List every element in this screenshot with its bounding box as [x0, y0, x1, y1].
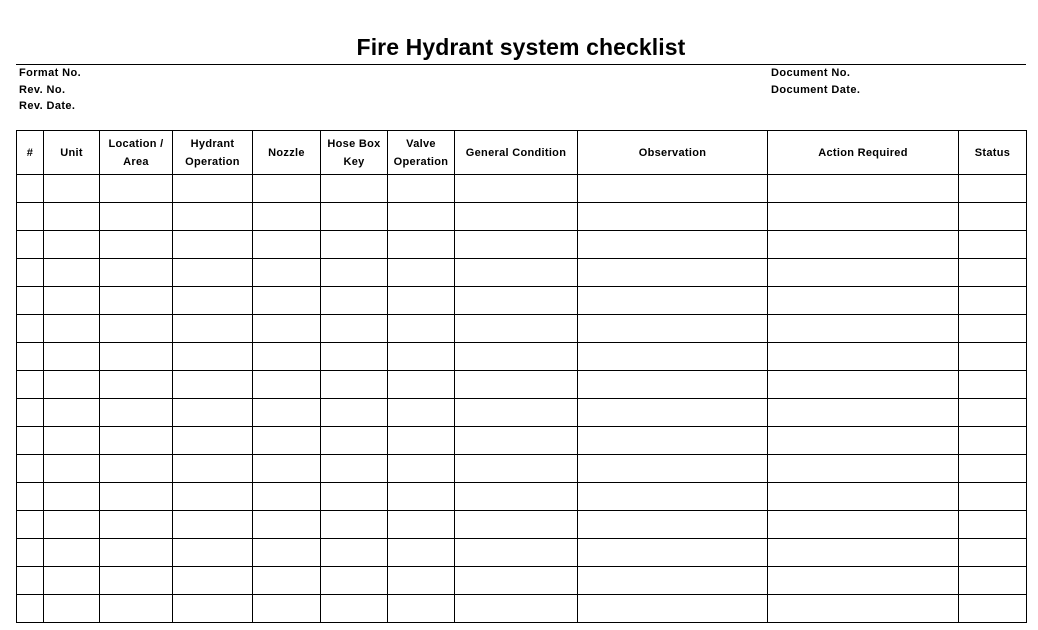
column-header-label: Nozzle [268, 146, 305, 159]
table-cell-number[interactable] [17, 455, 44, 483]
table-cell-number[interactable] [17, 203, 44, 231]
column-header-label: Area [123, 155, 149, 168]
table-cell-location[interactable] [100, 203, 173, 231]
table-cell-unit[interactable] [44, 483, 100, 511]
table-cell-number[interactable] [17, 315, 44, 343]
table-cell-hose-box-key[interactable] [321, 427, 388, 455]
column-header-nozzle [253, 131, 321, 175]
table-cell-observation[interactable] [578, 175, 768, 203]
table-cell-hydrant-operation[interactable] [173, 343, 253, 371]
table-cell-nozzle[interactable] [253, 511, 321, 539]
table-cell-valve-operation[interactable] [388, 203, 455, 231]
table-cell-number[interactable] [17, 399, 44, 427]
table-cell-nozzle[interactable] [253, 399, 321, 427]
table-cell-hose-box-key[interactable] [321, 567, 388, 595]
table-cell-hydrant-operation[interactable] [173, 371, 253, 399]
table-cell-unit[interactable] [44, 231, 100, 259]
table-cell-unit[interactable] [44, 315, 100, 343]
table-cell-unit[interactable] [44, 427, 100, 455]
table-cell-action-required[interactable] [768, 175, 959, 203]
column-header-label: General Condition [465, 146, 567, 159]
table-cell-observation[interactable] [578, 455, 768, 483]
table-row [17, 203, 1027, 231]
table-cell-number[interactable] [17, 231, 44, 259]
table-cell-hose-box-key[interactable] [321, 455, 388, 483]
table-cell-observation[interactable] [578, 343, 768, 371]
table-cell-observation[interactable] [578, 399, 768, 427]
table-cell-location[interactable] [100, 595, 173, 623]
table-cell-number[interactable] [17, 595, 44, 623]
table-cell-observation[interactable] [578, 483, 768, 511]
table-cell-unit[interactable] [44, 567, 100, 595]
table-cell-general-condition[interactable] [455, 203, 578, 231]
table-cell-location[interactable] [100, 259, 173, 287]
column-header-location [100, 131, 173, 175]
table-cell-general-condition[interactable] [455, 231, 578, 259]
table-cell-status[interactable] [959, 175, 1027, 203]
table-cell-unit[interactable] [44, 539, 100, 567]
table-row [17, 315, 1027, 343]
column-header-label: Unit [60, 146, 83, 159]
table-cell-general-condition[interactable] [455, 371, 578, 399]
table-cell-action-required[interactable] [768, 315, 959, 343]
table-cell-unit[interactable] [44, 259, 100, 287]
column-header-label: Operation [185, 155, 240, 168]
table-cell-status[interactable] [959, 259, 1027, 287]
table-cell-action-required[interactable] [768, 567, 959, 595]
column-header-label: Key [343, 155, 365, 168]
table-body [17, 175, 1027, 623]
table-cell-action-required[interactable] [768, 427, 959, 455]
table-cell-number[interactable] [17, 259, 44, 287]
table-cell-general-condition[interactable] [455, 175, 578, 203]
table-cell-nozzle[interactable] [253, 567, 321, 595]
format-no-label: Format No. [19, 67, 82, 79]
table-cell-observation[interactable] [578, 539, 768, 567]
table-cell-action-required[interactable] [768, 539, 959, 567]
table-cell-unit[interactable] [44, 287, 100, 315]
table-cell-location[interactable] [100, 567, 173, 595]
table-cell-valve-operation[interactable] [388, 595, 455, 623]
table-cell-observation[interactable] [578, 287, 768, 315]
table-cell-location[interactable] [100, 287, 173, 315]
table-cell-unit[interactable] [44, 455, 100, 483]
table-cell-unit[interactable] [44, 175, 100, 203]
table-cell-observation[interactable] [578, 315, 768, 343]
table-cell-status[interactable] [959, 539, 1027, 567]
table-cell-status[interactable] [959, 455, 1027, 483]
table-cell-action-required[interactable] [768, 231, 959, 259]
table-cell-hose-box-key[interactable] [321, 259, 388, 287]
table-cell-nozzle[interactable] [253, 175, 321, 203]
table-cell-nozzle[interactable] [253, 371, 321, 399]
table-cell-unit[interactable] [44, 595, 100, 623]
column-header-label: Valve [406, 137, 436, 150]
table-cell-unit[interactable] [44, 511, 100, 539]
table-cell-general-condition[interactable] [455, 315, 578, 343]
table-cell-hydrant-operation[interactable] [173, 595, 253, 623]
column-header-action-required [768, 131, 959, 175]
column-header-observation [578, 131, 768, 175]
table-row [17, 259, 1027, 287]
table-cell-nozzle[interactable] [253, 595, 321, 623]
column-header-label: Hose Box [327, 137, 381, 150]
table-row [17, 371, 1027, 399]
column-header-label: Status [974, 146, 1011, 159]
document-meta-left [19, 65, 81, 115]
table-cell-nozzle[interactable] [253, 315, 321, 343]
table-cell-action-required[interactable] [768, 595, 959, 623]
table-cell-hose-box-key[interactable] [321, 343, 388, 371]
table-cell-location[interactable] [100, 231, 173, 259]
table-cell-nozzle[interactable] [253, 483, 321, 511]
table-cell-observation[interactable] [578, 595, 768, 623]
table-cell-general-condition[interactable] [455, 539, 578, 567]
table-cell-observation[interactable] [578, 259, 768, 287]
table-cell-valve-operation[interactable] [388, 483, 455, 511]
table-cell-hose-box-key[interactable] [321, 175, 388, 203]
table-row [17, 175, 1027, 203]
table-cell-general-condition[interactable] [455, 259, 578, 287]
table-cell-action-required[interactable] [768, 203, 959, 231]
table-cell-status[interactable] [959, 399, 1027, 427]
table-cell-hydrant-operation[interactable] [173, 203, 253, 231]
table-cell-hose-box-key[interactable] [321, 287, 388, 315]
column-header-hose-box-key [321, 131, 388, 175]
table-cell-observation[interactable] [578, 427, 768, 455]
title-divider [16, 64, 1026, 65]
table-cell-valve-operation[interactable] [388, 455, 455, 483]
table-row [17, 483, 1027, 511]
table-cell-nozzle[interactable] [253, 259, 321, 287]
table-row [17, 399, 1027, 427]
table-cell-action-required[interactable] [768, 259, 959, 287]
table-cell-valve-operation[interactable] [388, 399, 455, 427]
column-header-valve-operation [388, 131, 455, 175]
table-cell-location[interactable] [100, 343, 173, 371]
table-cell-hose-box-key[interactable] [321, 511, 388, 539]
table-cell-hose-box-key[interactable] [321, 483, 388, 511]
rev-no-label: Rev. No. [19, 83, 66, 96]
column-header-label: Location / [108, 137, 164, 150]
table-cell-general-condition[interactable] [455, 455, 578, 483]
table-cell-nozzle[interactable] [253, 455, 321, 483]
table-row [17, 231, 1027, 259]
table-cell-number[interactable] [17, 511, 44, 539]
table-cell-location[interactable] [100, 427, 173, 455]
table-cell-unit[interactable] [44, 371, 100, 399]
table-row [17, 427, 1027, 455]
table-cell-number[interactable] [17, 567, 44, 595]
column-header-label: Observation [638, 146, 707, 159]
table-cell-hose-box-key[interactable] [321, 539, 388, 567]
table-cell-general-condition[interactable] [455, 427, 578, 455]
table-cell-observation[interactable] [578, 567, 768, 595]
table-cell-hydrant-operation[interactable] [173, 539, 253, 567]
table-cell-hose-box-key[interactable] [321, 399, 388, 427]
table-cell-hydrant-operation[interactable] [173, 315, 253, 343]
table-cell-nozzle[interactable] [253, 427, 321, 455]
rev-date-label: Rev. Date. [19, 100, 76, 112]
table-cell-valve-operation[interactable] [388, 343, 455, 371]
table-row [17, 567, 1027, 595]
table-cell-action-required[interactable] [768, 483, 959, 511]
table-cell-location[interactable] [100, 483, 173, 511]
table-cell-number[interactable] [17, 287, 44, 315]
table-cell-number[interactable] [17, 343, 44, 371]
column-header-hydrant-operation [173, 131, 253, 175]
table-cell-action-required[interactable] [768, 455, 959, 483]
table-cell-unit[interactable] [44, 399, 100, 427]
table-row [17, 287, 1027, 315]
table-cell-location[interactable] [100, 175, 173, 203]
table-cell-general-condition[interactable] [455, 399, 578, 427]
table-row [17, 511, 1027, 539]
column-header-status [959, 131, 1027, 175]
table-cell-hose-box-key[interactable] [321, 371, 388, 399]
table-cell-status[interactable] [959, 343, 1027, 371]
table-cell-observation[interactable] [578, 203, 768, 231]
table-cell-general-condition[interactable] [455, 343, 578, 371]
table-cell-location[interactable] [100, 315, 173, 343]
table-cell-nozzle[interactable] [253, 203, 321, 231]
table-cell-status[interactable] [959, 371, 1027, 399]
table-header-row [17, 131, 1027, 175]
table-cell-location[interactable] [100, 511, 173, 539]
table-cell-number[interactable] [17, 539, 44, 567]
document-no-label: Document No. [771, 67, 851, 79]
table-cell-number[interactable] [17, 427, 44, 455]
column-header-label: Hydrant [190, 137, 235, 150]
table-cell-hydrant-operation[interactable] [173, 175, 253, 203]
table-cell-action-required[interactable] [768, 371, 959, 399]
column-header-label: Action Required [818, 146, 908, 159]
table-cell-status[interactable] [959, 595, 1027, 623]
table-cell-hydrant-operation[interactable] [173, 511, 253, 539]
column-header-unit [44, 131, 100, 175]
table-cell-general-condition[interactable] [455, 483, 578, 511]
table-row [17, 595, 1027, 623]
document-meta-right [771, 65, 860, 98]
column-header-general-condition [455, 131, 578, 175]
table-cell-observation[interactable] [578, 511, 768, 539]
table-cell-status[interactable] [959, 231, 1027, 259]
table-cell-number[interactable] [17, 483, 44, 511]
table-cell-hydrant-operation[interactable] [173, 399, 253, 427]
table-cell-valve-operation[interactable] [388, 231, 455, 259]
table-cell-number[interactable] [17, 371, 44, 399]
table-cell-valve-operation[interactable] [388, 259, 455, 287]
table-cell-location[interactable] [100, 455, 173, 483]
table-cell-valve-operation[interactable] [388, 175, 455, 203]
column-header-label: Operation [393, 155, 449, 168]
table-cell-unit[interactable] [44, 343, 100, 371]
table-row [17, 343, 1027, 371]
table-cell-status[interactable] [959, 511, 1027, 539]
table-cell-hydrant-operation[interactable] [173, 231, 253, 259]
table-cell-general-condition[interactable] [455, 287, 578, 315]
table-cell-unit[interactable] [44, 203, 100, 231]
table-cell-action-required[interactable] [768, 511, 959, 539]
table-cell-hydrant-operation[interactable] [173, 455, 253, 483]
table-cell-nozzle[interactable] [253, 287, 321, 315]
table-cell-valve-operation[interactable] [388, 427, 455, 455]
table-cell-hydrant-operation[interactable] [173, 567, 253, 595]
table-cell-status[interactable] [959, 427, 1027, 455]
table-cell-general-condition[interactable] [455, 511, 578, 539]
document-date-label: Document Date. [771, 83, 861, 96]
table-cell-hose-box-key[interactable] [321, 231, 388, 259]
table-cell-hose-box-key[interactable] [321, 595, 388, 623]
table-cell-nozzle[interactable] [253, 539, 321, 567]
table-cell-valve-operation[interactable] [388, 315, 455, 343]
table-cell-valve-operation[interactable] [388, 511, 455, 539]
table-cell-hose-box-key[interactable] [321, 203, 388, 231]
table-cell-hydrant-operation[interactable] [173, 483, 253, 511]
table-cell-observation[interactable] [578, 371, 768, 399]
table-cell-location[interactable] [100, 399, 173, 427]
checklist-table [16, 130, 1027, 623]
table-cell-valve-operation[interactable] [388, 539, 455, 567]
table-cell-general-condition[interactable] [455, 567, 578, 595]
table-cell-status[interactable] [959, 483, 1027, 511]
table-cell-general-condition[interactable] [455, 595, 578, 623]
table-cell-valve-operation[interactable] [388, 371, 455, 399]
table-cell-location[interactable] [100, 539, 173, 567]
table-cell-hydrant-operation[interactable] [173, 427, 253, 455]
table-cell-nozzle[interactable] [253, 231, 321, 259]
table-cell-status[interactable] [959, 315, 1027, 343]
table-cell-action-required[interactable] [768, 399, 959, 427]
table-cell-hose-box-key[interactable] [321, 315, 388, 343]
table-cell-valve-operation[interactable] [388, 567, 455, 595]
table-cell-status[interactable] [959, 203, 1027, 231]
page-title: Fire Hydrant system checklist [356, 34, 686, 60]
table-cell-status[interactable] [959, 287, 1027, 315]
table-cell-location[interactable] [100, 371, 173, 399]
column-header-number [17, 131, 44, 175]
table-row [17, 455, 1027, 483]
table-row [17, 539, 1027, 567]
table-cell-action-required[interactable] [768, 287, 959, 315]
column-header-label: # [26, 146, 34, 159]
table-cell-observation[interactable] [578, 231, 768, 259]
table-cell-hydrant-operation[interactable] [173, 259, 253, 287]
table-cell-valve-operation[interactable] [388, 287, 455, 315]
table-cell-status[interactable] [959, 567, 1027, 595]
table-cell-action-required[interactable] [768, 343, 959, 371]
table-cell-number[interactable] [17, 175, 44, 203]
table-cell-nozzle[interactable] [253, 343, 321, 371]
table-cell-hydrant-operation[interactable] [173, 287, 253, 315]
